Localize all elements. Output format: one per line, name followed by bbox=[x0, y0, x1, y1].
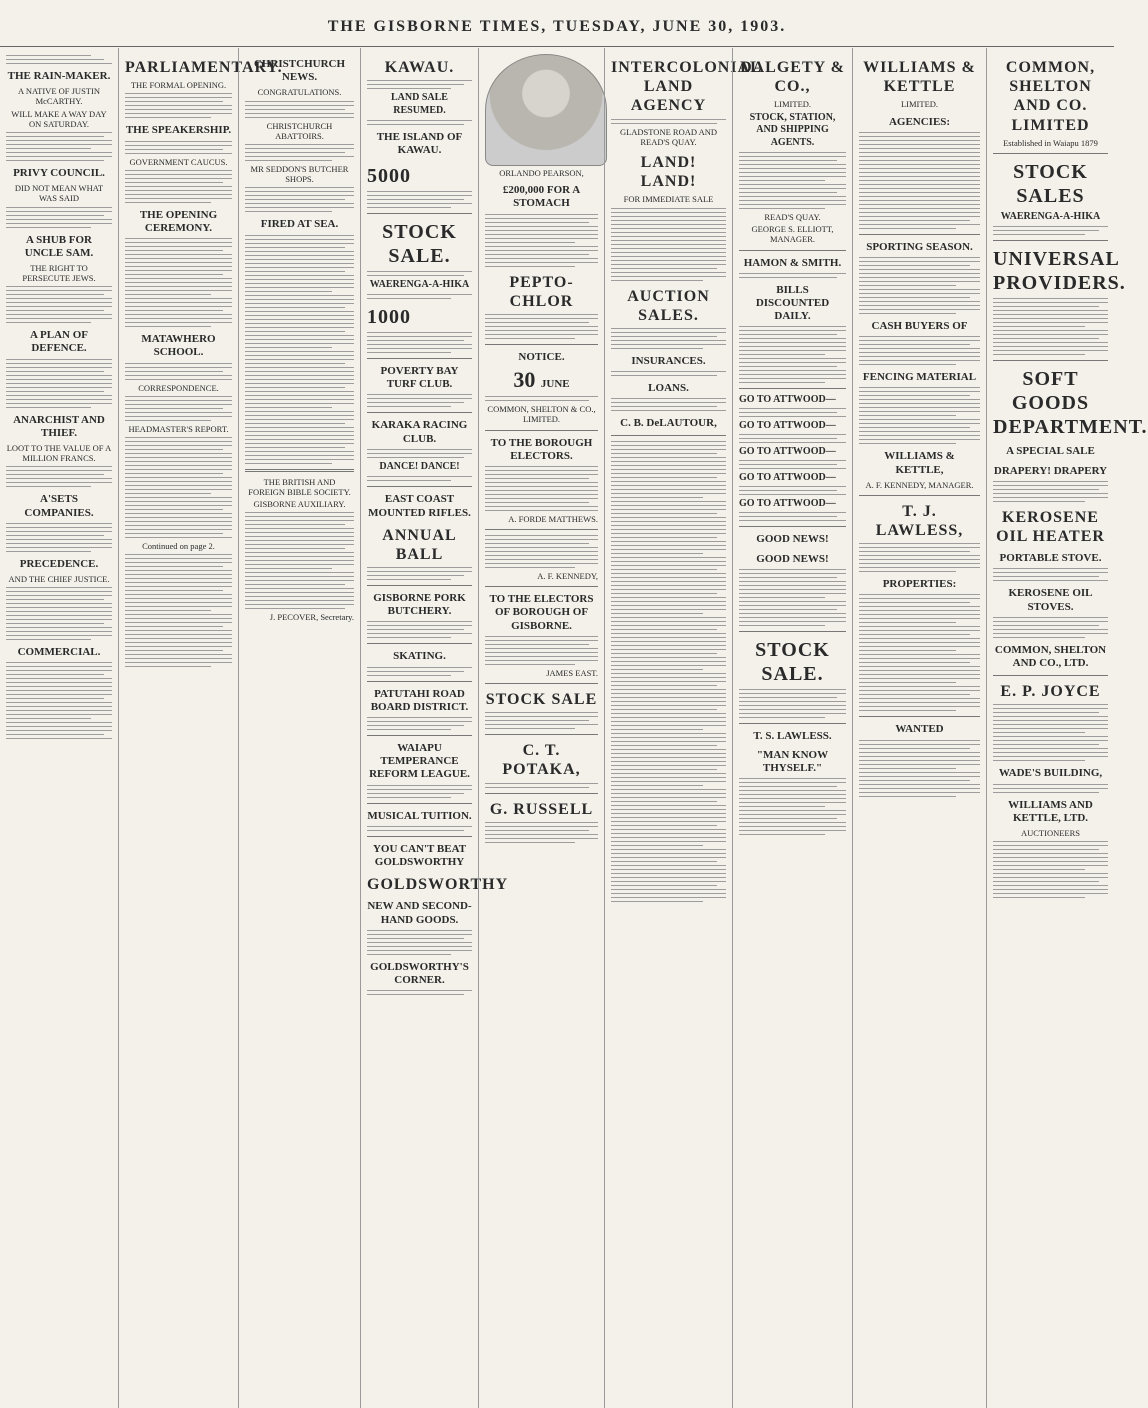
column-2 bbox=[118, 48, 283, 1408]
masthead: THE GISBORNE TIMES, TUESDAY, JUNE 30, 1903. bbox=[0, 18, 1114, 47]
headline: TO THE BOROUGH ELECTORS. bbox=[490, 436, 593, 462]
headline: DRAPERY! DRAPERY bbox=[993, 464, 1108, 477]
subhead: Established in Waiapu 1879 bbox=[1003, 137, 1098, 148]
headline: HAMON & SMITH. bbox=[743, 256, 842, 269]
subhead: HEADMASTER'S REPORT. bbox=[128, 423, 229, 434]
ad-heading: WAERENGA-A-HIKA bbox=[1000, 210, 1101, 222]
ad-heading: GO TO ATTWOOD— bbox=[739, 472, 836, 484]
signature: A. F. KENNEDY, bbox=[537, 571, 598, 582]
subhead: LOOT TO THE VALUE OF A MILLION FRANCS. bbox=[6, 443, 112, 464]
big-number: 5000 bbox=[367, 164, 411, 187]
headline: PRIVY COUNCIL. bbox=[13, 166, 105, 179]
ad-heading: GO TO ATTWOOD— bbox=[739, 498, 836, 510]
subhead: DID NOT MEAN WHAT WAS SAID bbox=[14, 183, 104, 204]
headline: WADE'S BUILDING, bbox=[998, 767, 1103, 780]
headline: DALGETY & CO., bbox=[740, 59, 845, 96]
headline: COMMON, SHELTON AND CO. LIMITED bbox=[1005, 59, 1096, 134]
headline: WILLIAMS & KETTLE bbox=[863, 59, 976, 96]
headline: COMMON, SHELTON AND CO., LTD. bbox=[994, 643, 1107, 669]
headline: GISBORNE PORK BUTCHERY. bbox=[373, 592, 466, 618]
headline: KEROSENE OIL HEATER bbox=[996, 508, 1105, 545]
headline: £200,000 FOR A STOMACH bbox=[502, 184, 581, 210]
headline: STOCK SALE. bbox=[382, 220, 457, 267]
subhead: LIMITED. bbox=[773, 99, 812, 110]
headline: PORTABLE STOVE. bbox=[999, 552, 1102, 565]
column-7 bbox=[732, 48, 852, 1408]
column-9 bbox=[986, 48, 1148, 1408]
headline: PRECEDENCE. bbox=[19, 557, 99, 570]
column-1 bbox=[0, 48, 118, 1408]
signature: A. F. KENNEDY, MANAGER. bbox=[865, 479, 974, 490]
column-3 bbox=[238, 48, 360, 1408]
ad-heading: DANCE! DANCE! bbox=[379, 460, 460, 472]
ad-heading: GO TO ATTWOOD— bbox=[739, 420, 836, 432]
headline: KAWAU. bbox=[384, 59, 455, 76]
signature: COMMON, SHELTON & CO., LIMITED. bbox=[487, 404, 596, 425]
headline: YOU CAN'T BEAT GOLDSWORTHY bbox=[372, 842, 467, 868]
headline: STOCK SALE. bbox=[755, 638, 830, 685]
headline: LAND! LAND! bbox=[640, 153, 697, 191]
headline: PROPERTIES: bbox=[882, 578, 957, 591]
headline: A SHUB FOR UNCLE SAM. bbox=[24, 233, 94, 259]
subhead: GOVERNMENT CAUCUS. bbox=[129, 156, 228, 167]
headline: C. T. POTAKA, bbox=[502, 742, 581, 779]
subhead: A NATIVE OF JUSTIN McCARTHY. bbox=[18, 86, 100, 107]
closed-date bbox=[485, 367, 598, 393]
subhead: AND THE CHIEF JUSTICE. bbox=[8, 573, 110, 584]
headline: SOFT GOODS DEPARTMENT. bbox=[993, 368, 1148, 439]
headline: UNIVERSAL PROVIDERS. bbox=[993, 248, 1126, 295]
headline: SPORTING SEASON. bbox=[866, 240, 973, 253]
ad-heading: WAERENGA-A-HIKA bbox=[369, 278, 470, 290]
headline: PATUTAHI ROAD BOARD DISTRICT. bbox=[370, 687, 469, 713]
headline: GOLDSWORTHY bbox=[367, 876, 509, 894]
headline: A SPECIAL SALE bbox=[1006, 445, 1095, 458]
headline: GOOD NEWS! bbox=[756, 552, 829, 565]
headline: NOTICE. bbox=[518, 350, 565, 363]
subhead: GEORGE S. ELLIOTT, MANAGER. bbox=[751, 224, 834, 245]
headline: CASH BUYERS OF bbox=[871, 319, 968, 332]
headline: THE SPEAKERSHIP. bbox=[125, 124, 232, 137]
headline: SKATING. bbox=[393, 650, 446, 663]
portrait-caption: ORLANDO PEARSON, bbox=[499, 168, 584, 178]
headline: FENCING MATERIAL bbox=[862, 371, 977, 384]
headline: PEPTO-CHLOR bbox=[509, 273, 574, 310]
closed-day: 30 bbox=[513, 367, 536, 393]
ad-heading: LAND SALE RESUMED. bbox=[391, 92, 448, 116]
subhead: THE FORMAL OPENING. bbox=[130, 80, 227, 91]
subhead: MR SEDDON'S BUTCHER SHOPS. bbox=[250, 163, 349, 185]
columns bbox=[0, 48, 1148, 1408]
headline: ANNUAL BALL bbox=[382, 526, 457, 563]
subhead: THE BRITISH AND FOREIGN BIBLE SOCIETY. bbox=[248, 476, 351, 497]
headline: THE OPENING CEREMONY. bbox=[139, 208, 218, 234]
headline: C. B. DeLAUTOUR, bbox=[620, 417, 717, 430]
subhead: FOR IMMEDIATE SALE bbox=[623, 194, 714, 205]
headline: MUSICAL TUITION. bbox=[367, 809, 472, 822]
headline: FIRED AT SEA. bbox=[260, 218, 339, 231]
subhead: CONGRATULATIONS. bbox=[257, 87, 342, 98]
headline: WAIAPU TEMPERANCE REFORM LEAGUE. bbox=[369, 742, 470, 781]
headline: PARLIAMENTARY. bbox=[125, 59, 283, 76]
subhead: READ'S QUAY. bbox=[764, 212, 821, 223]
headline: GOOD NEWS! bbox=[756, 533, 829, 546]
signature: J. PECOVER, Secretary. bbox=[269, 612, 354, 623]
headline: GOLDSWORTHY'S CORNER. bbox=[370, 960, 469, 986]
headline: AGENCIES: bbox=[888, 115, 951, 128]
subhead: GISBORNE AUXILIARY. bbox=[253, 498, 346, 509]
headline: ANARCHIST AND THIEF. bbox=[13, 413, 105, 439]
headline: T. J. LAWLESS, bbox=[875, 502, 964, 540]
headline: POVERTY BAY TURF CLUB. bbox=[380, 365, 459, 391]
headline: "MAN KNOW THYSELF." bbox=[756, 748, 829, 775]
headline: G. RUSSELL bbox=[489, 800, 594, 818]
headline: E. P. JOYCE bbox=[1000, 683, 1101, 701]
signature: JAMES EAST. bbox=[546, 667, 598, 678]
subhead: THE RIGHT TO PERSECUTE JEWS. bbox=[22, 262, 96, 284]
headline: KARAKA RACING CLUB. bbox=[371, 419, 468, 445]
headline: WILLIAMS AND KETTLE, LTD. bbox=[1008, 798, 1093, 824]
subhead: AUCTIONEERS bbox=[1020, 827, 1081, 838]
headline: LOANS. bbox=[648, 382, 689, 395]
headline: A PLAN OF DEFENCE. bbox=[29, 329, 89, 355]
headline: INTERCOLONIAL LAND AGENCY bbox=[611, 59, 762, 115]
headline: THE ISLAND OF KAWAU. bbox=[376, 131, 463, 157]
ad-heading: STOCK, STATION, AND SHIPPING AGENTS. bbox=[749, 111, 836, 148]
headline: CHRISTCHURCH NEWS. bbox=[253, 58, 346, 84]
subhead: LIMITED. bbox=[900, 99, 939, 110]
subhead: CORRESPONDENCE. bbox=[138, 382, 219, 393]
subhead: CHRISTCHURCH ABATTOIRS. bbox=[266, 120, 333, 141]
headline: STOCK SALE bbox=[485, 691, 598, 708]
signature: A. FORDE MATTHEWS. bbox=[508, 513, 598, 524]
headline: COMMERCIAL. bbox=[17, 646, 101, 659]
headline: EAST COAST MOUNTED RIFLES. bbox=[368, 493, 471, 519]
headline: NEW AND SECOND-HAND GOODS. bbox=[367, 900, 472, 926]
headline: MATAWHERO SCHOOL. bbox=[141, 333, 216, 359]
headline: KEROSENE OIL STOVES. bbox=[1008, 587, 1093, 613]
subhead: GLADSTONE ROAD AND READ'S QUAY. bbox=[619, 126, 718, 147]
column-4 bbox=[360, 48, 509, 1408]
headline: WANTED bbox=[895, 723, 944, 736]
ad-heading: GO TO ATTWOOD— bbox=[739, 394, 836, 406]
headline: THE RAIN-MAKER. bbox=[7, 70, 111, 82]
column-5 bbox=[478, 48, 604, 1408]
headline: STOCK SALES bbox=[1013, 160, 1088, 207]
headline: T. S. LAWLESS. bbox=[753, 729, 832, 742]
closed-month: JUNE bbox=[540, 378, 570, 391]
column-6 bbox=[604, 48, 762, 1408]
headline: INSURANCES. bbox=[631, 354, 706, 367]
big-number: 1000 bbox=[367, 306, 411, 329]
headline: AUCTION SALES. bbox=[627, 287, 710, 324]
headline: WILLIAMS & KETTLE, bbox=[884, 450, 955, 476]
headline: TO THE ELECTORS OF BOROUGH OF GISBORNE. bbox=[489, 593, 594, 632]
continued-note: Continued on page 2. bbox=[142, 540, 215, 551]
headline: A'SETS COMPANIES. bbox=[24, 493, 94, 519]
ad-heading: GO TO ATTWOOD— bbox=[739, 446, 836, 458]
subhead: WILL MAKE A WAY DAY ON SATURDAY. bbox=[11, 108, 107, 129]
column-8 bbox=[852, 48, 986, 1408]
headline: BILLS DISCOUNTED DAILY. bbox=[755, 283, 830, 323]
portrait-illustration bbox=[485, 54, 607, 166]
